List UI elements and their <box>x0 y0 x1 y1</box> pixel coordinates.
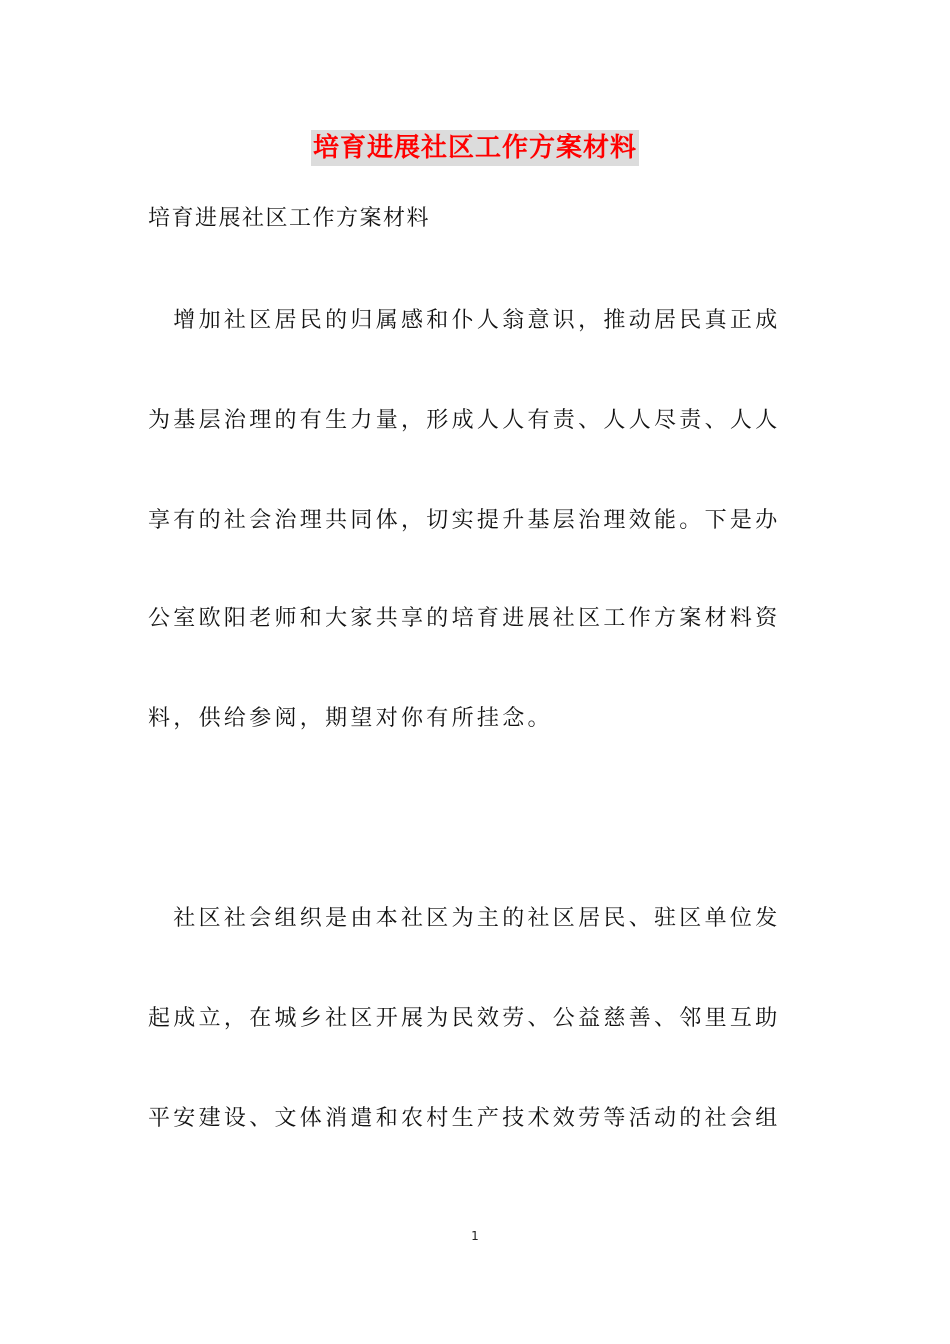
paragraph-line: 为基层治理的有生力量，形成人人有责、人人尽责、人人 <box>148 408 781 433</box>
title-container <box>0 130 950 166</box>
paragraph-line: 起成立，在城乡社区开展为民效劳、公益慈善、邻里互助 <box>148 1006 781 1031</box>
page-number: 1 <box>471 1229 479 1243</box>
paragraph-line: 公室欧阳老师和大家共享的培育进展社区工作方案材料资 <box>148 606 781 631</box>
paragraph-line: 享有的社会治理共同体，切实提升基层治理效能。下是办 <box>148 508 781 533</box>
paragraph-line: 平安建设、文体消遣和农村生产技术效劳等活动的社会组 <box>148 1106 781 1131</box>
paragraph-line: 社区社会组织是由本社区为主的社区居民、驻区单位发 <box>148 906 781 931</box>
paragraph-line: 料，供给参阅，期望对你有所挂念。 <box>148 706 553 731</box>
document-title: 培育进展社区工作方案材料 <box>311 130 639 166</box>
paragraph-line: 增加社区居民的归属感和仆人翁意识，推动居民真正成 <box>148 308 781 333</box>
document-subtitle: 培育进展社区工作方案材料 <box>148 206 431 231</box>
